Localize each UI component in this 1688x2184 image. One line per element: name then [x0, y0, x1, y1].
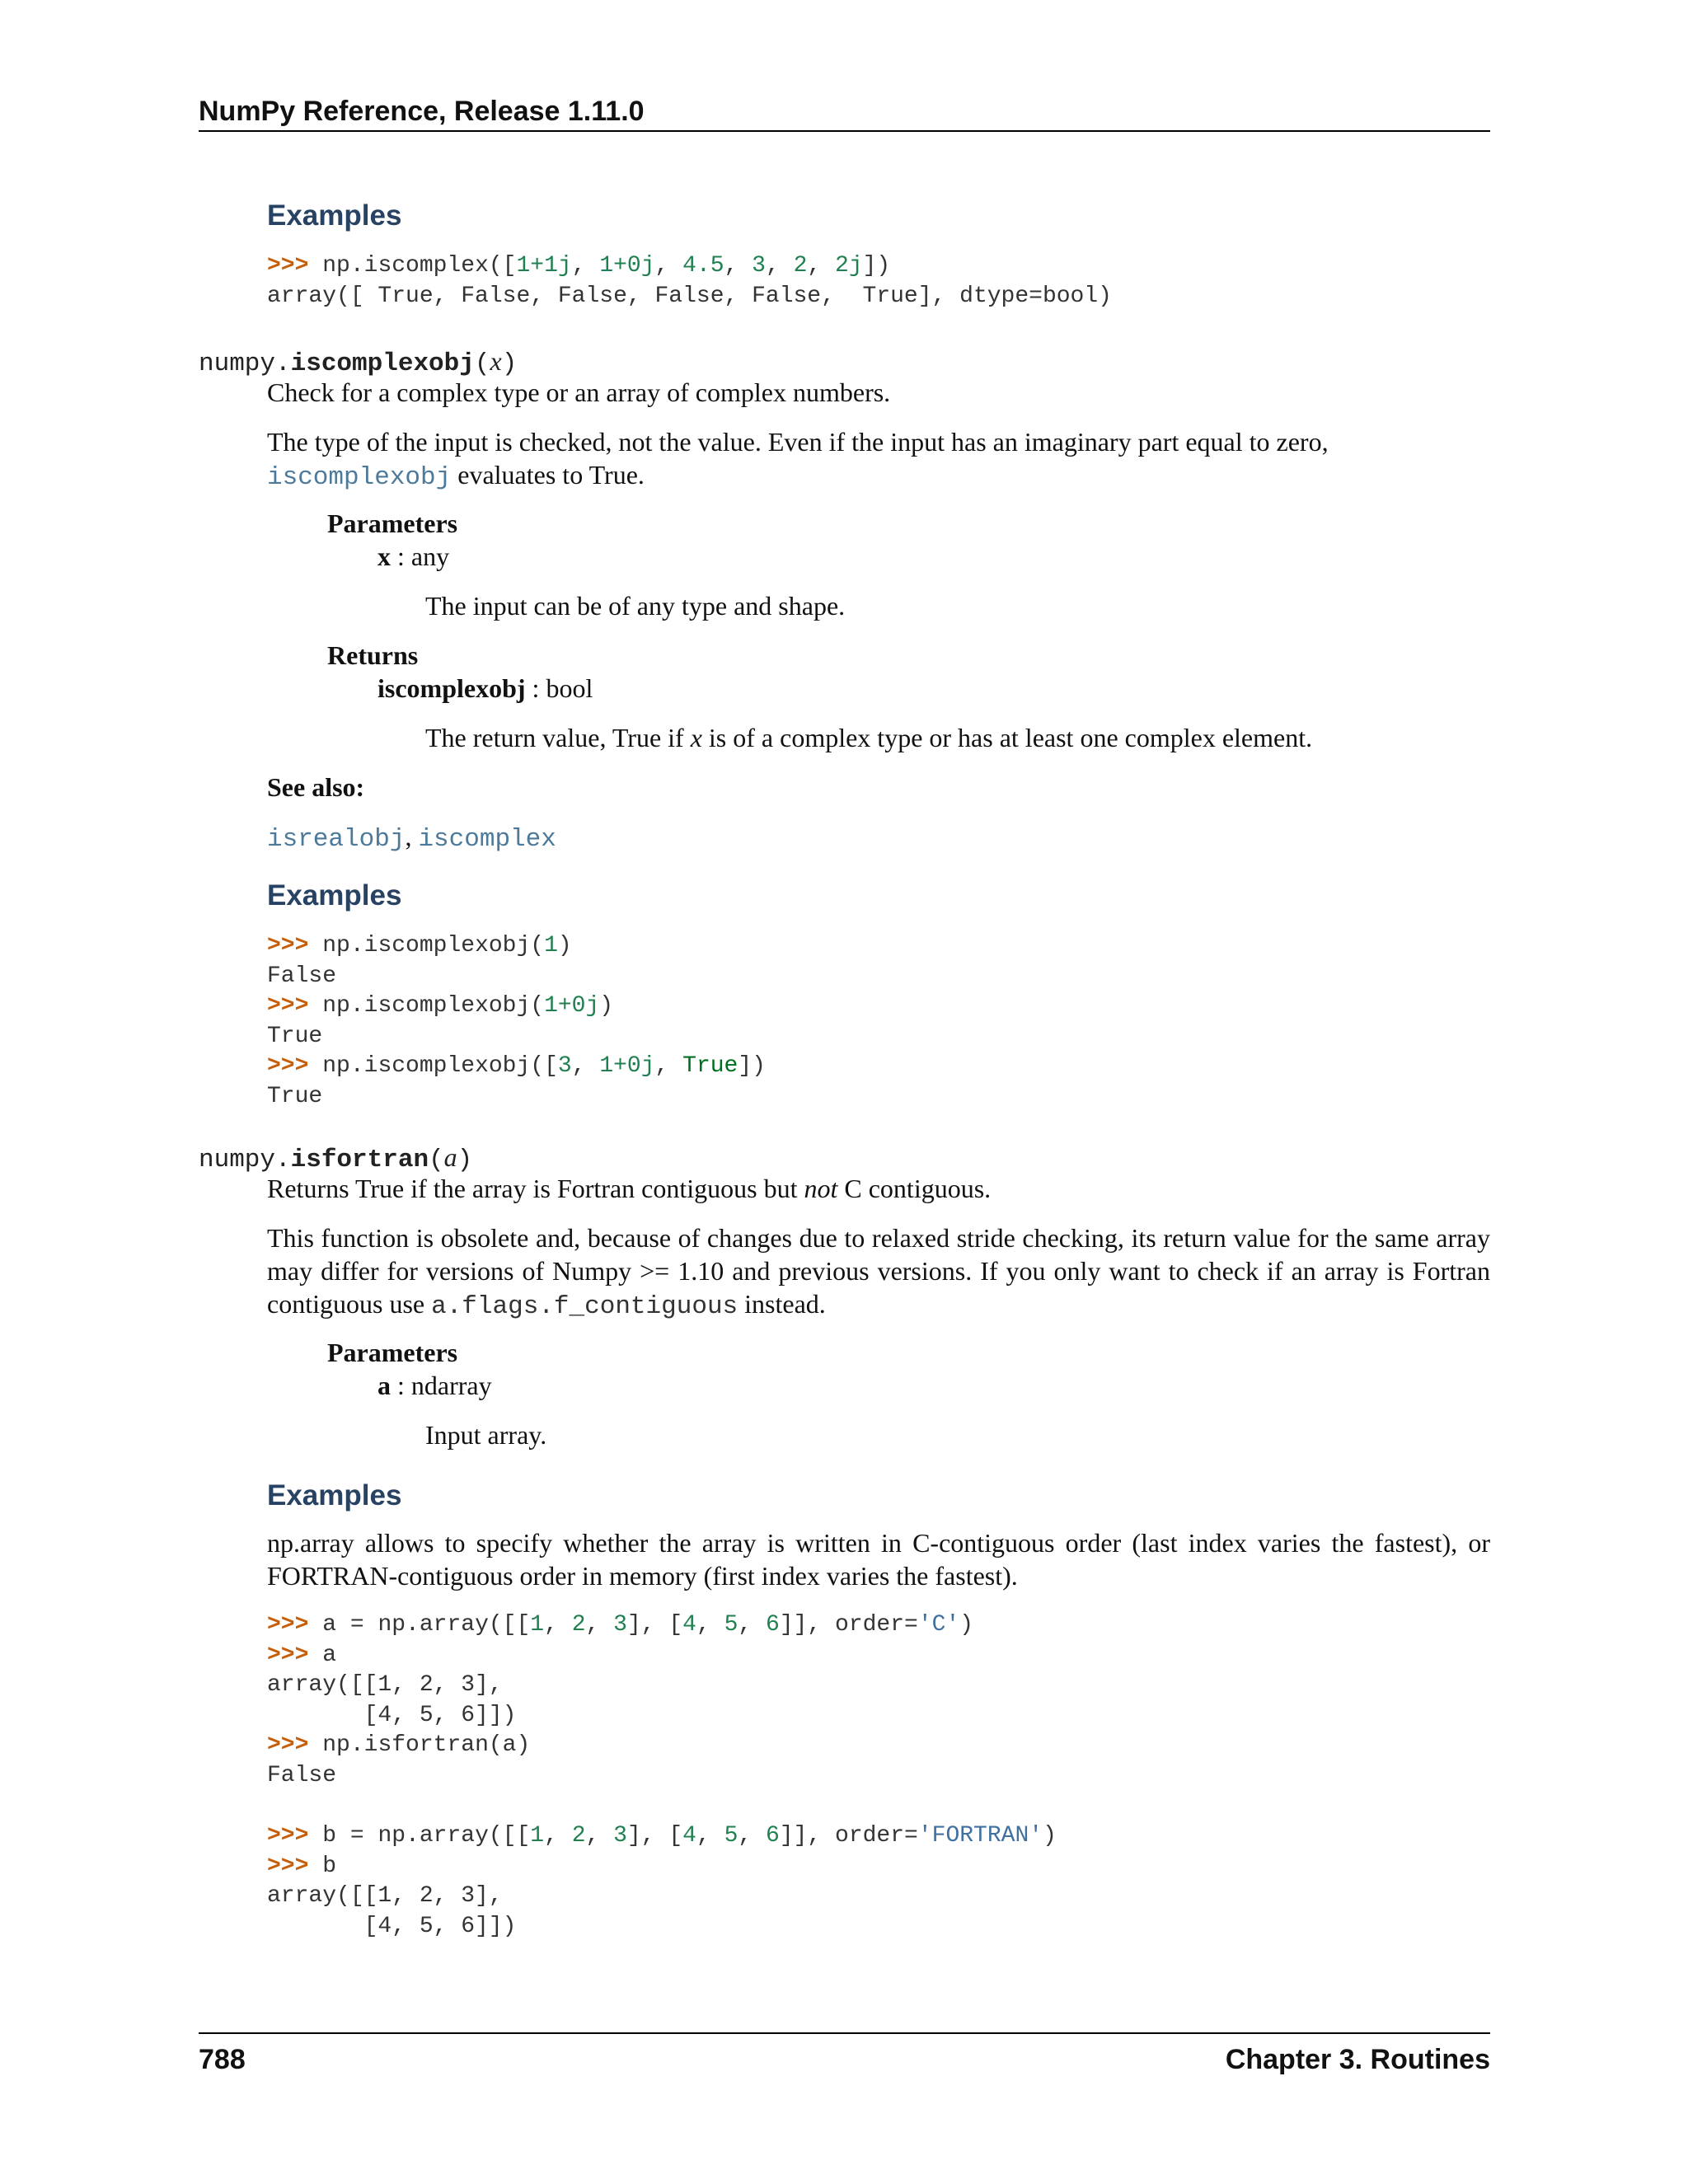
- function-description: This function is obsolete and, because of changes due to relaxed stride checking, its return value for the same array may differ for versions of Numpy >= 1.10 and previous versions. If you only want to check if an array is Fortran contiguous use a.flags.f_contiguous instead.: [267, 1223, 1490, 1321]
- examples-intro: np.array allows to specify whether the array is written in C-contiguous order (last index varies the fastest), or FORTRAN-contiguous order in memory (first index varies the fastest).: [267, 1528, 1490, 1591]
- examples-heading: Examples: [267, 1479, 402, 1511]
- examples-heading: Examples: [267, 199, 402, 232]
- param-a: a : ndarray: [377, 1371, 492, 1400]
- see-also-heading: See also:: [267, 772, 365, 802]
- parameters-heading: Parameters: [327, 509, 458, 538]
- code-block-iscomplexobj: >>> np.iscomplexobj(1) False >>> np.iscomplexobj(1+0j) True >>> np.iscomplexobj([3, 1+0j, True]) True: [267, 933, 766, 1109]
- page-header: NumPy Reference, Release 1.11.0: [199, 92, 1490, 132]
- code-block-isfortran: >>> a = np.array([[1, 2, 3], [4, 5, 6]], order='C') >>> a array([[1, 2, 3], [4, 5, 6]]) >>> np.isfortran(a) False >>> b = np.array([[1, 2, 3], [4, 5, 6]], order='FORTRAN') >>> b array([[1, 2, 3], [4, 5, 6]]): [267, 1612, 1057, 1939]
- page-footer: [199, 2032, 1490, 2079]
- function-signature-iscomplexobj: numpy.iscomplexobj(x): [199, 346, 518, 378]
- function-summary: Check for a complex type or an array of complex numbers.: [267, 377, 891, 407]
- return-desc: The return value, True if x is of a complex type or has at least one complex element.: [425, 723, 1313, 752]
- examples-heading: Examples: [267, 879, 402, 912]
- param-x: x : any: [377, 541, 450, 571]
- iscomplexobj-link[interactable]: iscomplexobj: [267, 463, 452, 492]
- see-also-links: isrealobj, iscomplex: [267, 822, 556, 854]
- isrealobj-link[interactable]: isrealobj: [267, 825, 406, 854]
- return-value: iscomplexobj : bool: [377, 673, 593, 703]
- chapter-label: Chapter 3. Routines: [1225, 2044, 1490, 2075]
- param-a-desc: Input array.: [425, 1420, 547, 1450]
- function-description: The type of the input is checked, not the value. Even if the input has an imaginary part equal to zero, iscomplexobj evaluates to True.: [267, 427, 1329, 492]
- code-block-iscomplex: >>> np.iscomplex([1+1j, 1+0j, 4.5, 3, 2, 2j]) array([ True, False, False, False, False, True], dtype=bool): [267, 253, 1112, 309]
- parameters-heading: Parameters: [327, 1338, 458, 1367]
- iscomplex-link[interactable]: iscomplex: [418, 825, 556, 854]
- param-x-desc: The input can be of any type and shape.: [425, 591, 846, 621]
- code-output: array([ True, False, False, False, False, True], dtype=bool): [267, 283, 1112, 309]
- function-signature-isfortran: numpy.isfortran(a): [199, 1142, 473, 1174]
- returns-heading: Returns: [327, 640, 419, 670]
- function-summary: Returns True if the array is Fortran contiguous but not C contiguous.: [267, 1174, 992, 1203]
- prompt: >>>: [267, 253, 309, 279]
- page-number: 788: [199, 2044, 246, 2075]
